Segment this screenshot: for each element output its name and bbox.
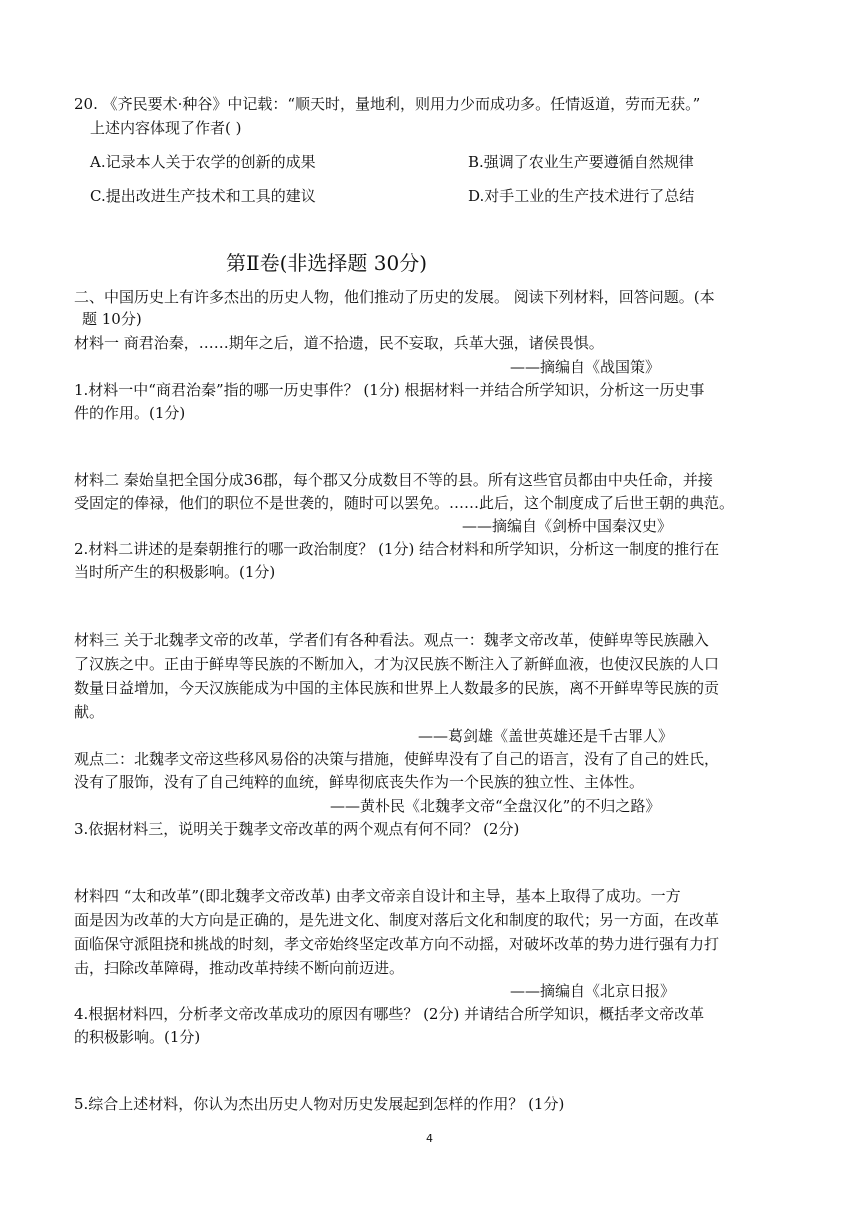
q3-line1: 3.依据材料三，说明关于魏孝文帝改革的两个观点有何不同？ (2分) [74, 820, 520, 838]
material-3-source-2: ——黄朴民《北魏孝文帝“全盘汉化”的不归之路》 [330, 797, 661, 815]
q2-line2: 当时所产生的积极影响。(1分) [74, 563, 276, 581]
q2-line1: 2.材料二讲述的是秦朝推行的哪一政治制度？ (1分) 结合材料和所学知识，分析这一制度的推行在 [74, 540, 720, 558]
material-4-line2: 面是因为改革的大方向是正确的，是先进文化、制度对落后文化和制度的取代；另一方面，在改革 [74, 911, 720, 929]
q20-option-c: C.提出改进生产技术和工具的建议 [90, 187, 316, 205]
q1-line2: 件的作用。(1分) [74, 404, 186, 422]
material-1-text: 材料一 商君治秦，……期年之后，道不拾遗，民不妄取，兵革大强，诸侯畏惧。 [74, 334, 604, 352]
material-3-line5: 观点二：北魏孝文帝这些移风易俗的决策与措施，使鲜卑没有了自己的语言，没有了自己的姓氏， [74, 750, 720, 768]
q20-option-d: D.对手工业的生产技术进行了总结 [468, 187, 695, 205]
material-1-source: ——摘编自《战国策》 [510, 358, 661, 376]
material-2-line1: 材料二 秦始皇把全国分成36郡，每个郡又分成数目不等的县。所有这些官员都由中央任命，并接 [74, 471, 713, 489]
material-3-line3: 数量日益增加，今天汉族能成为中国的主体民族和世界上人数最多的民族，离不开鲜卑等民族的贡 [74, 679, 720, 697]
q20-option-a: A.记录本人关于农学的创新的成果 [90, 153, 316, 171]
q5-line1: 5.综合上述材料，你认为杰出历史人物对历史发展起到怎样的作用？ (1分) [74, 1095, 565, 1113]
material-4-line3: 面临保守派阻挠和挑战的时刻，孝文帝始终坚定改革方向不动摇，对破坏改革的势力进行强有力打 [74, 935, 720, 953]
material-3-line1: 材料三 关于北魏孝文帝的改革，学者们有各种看法。观点一：魏孝文帝改革，使鲜卑等民族融入 [74, 631, 709, 649]
q1-line1: 1.材料一中“商君治秦”指的哪一历史事件？ (1分) 根据材料一并结合所学知识，分析这一历史事 [74, 381, 705, 399]
material-4-source: ——摘编自《北京日报》 [510, 982, 676, 1000]
section2-intro-line1: 二、中国历史上有许多杰出的历史人物，他们推动了历史的发展。 阅读下列材料，回答问题。(本 [74, 288, 715, 306]
material-4-line4: 击，扫除改革障碍，推动改革持续不断向前迈进。 [74, 959, 405, 977]
part2-title: 第Ⅱ卷(非选择题 30分) [226, 251, 428, 275]
material-2-line2: 受固定的俸禄，他们的职位不是世袭的，随时可以罢免。……此后，这个制度成了后世王朝的典范。 [74, 494, 735, 512]
material-3-line2: 了汉族之中。正由于鲜卑等民族的不断加入，才为汉民族不断注入了新鲜血液，也使汉民族的人口 [74, 655, 720, 673]
material-3-line4: 献。 [74, 703, 105, 721]
q20-option-b: B.强调了农业生产要遵循自然规律 [468, 153, 694, 171]
page-number: 4 [426, 1132, 433, 1145]
q20-stem-line2: 上述内容体现了作者( ) [90, 119, 242, 137]
q4-line2: 的积极影响。(1分) [74, 1028, 201, 1046]
section2-intro-line2: 题 10分) [82, 310, 142, 328]
material-3-source-1: ——葛剑雄《盖世英雄还是千古罪人》 [418, 727, 674, 745]
material-3-line6: 没有了服饰，没有了自己纯粹的血统，鲜卑彻底丧失作为一个民族的独立性、主体性。 [74, 773, 645, 791]
material-2-source: ——摘编自《剑桥中国秦汉史》 [462, 517, 673, 535]
q20-stem-line1: 20. 《齐民要术·种谷》中记载：“顺天时，量地利，则用力少而成功多。任情返道，劳而无获。” [74, 95, 701, 113]
q4-line1: 4.根据材料四，分析孝文帝改革成功的原因有哪些？ (2分) 并请结合所学知识，概括孝文帝改革 [74, 1005, 705, 1023]
material-4-line1: 材料四 “太和改革”(即北魏孝文帝改革) 由孝文帝亲自设计和主导，基本上取得了成功。一方 [74, 887, 681, 905]
